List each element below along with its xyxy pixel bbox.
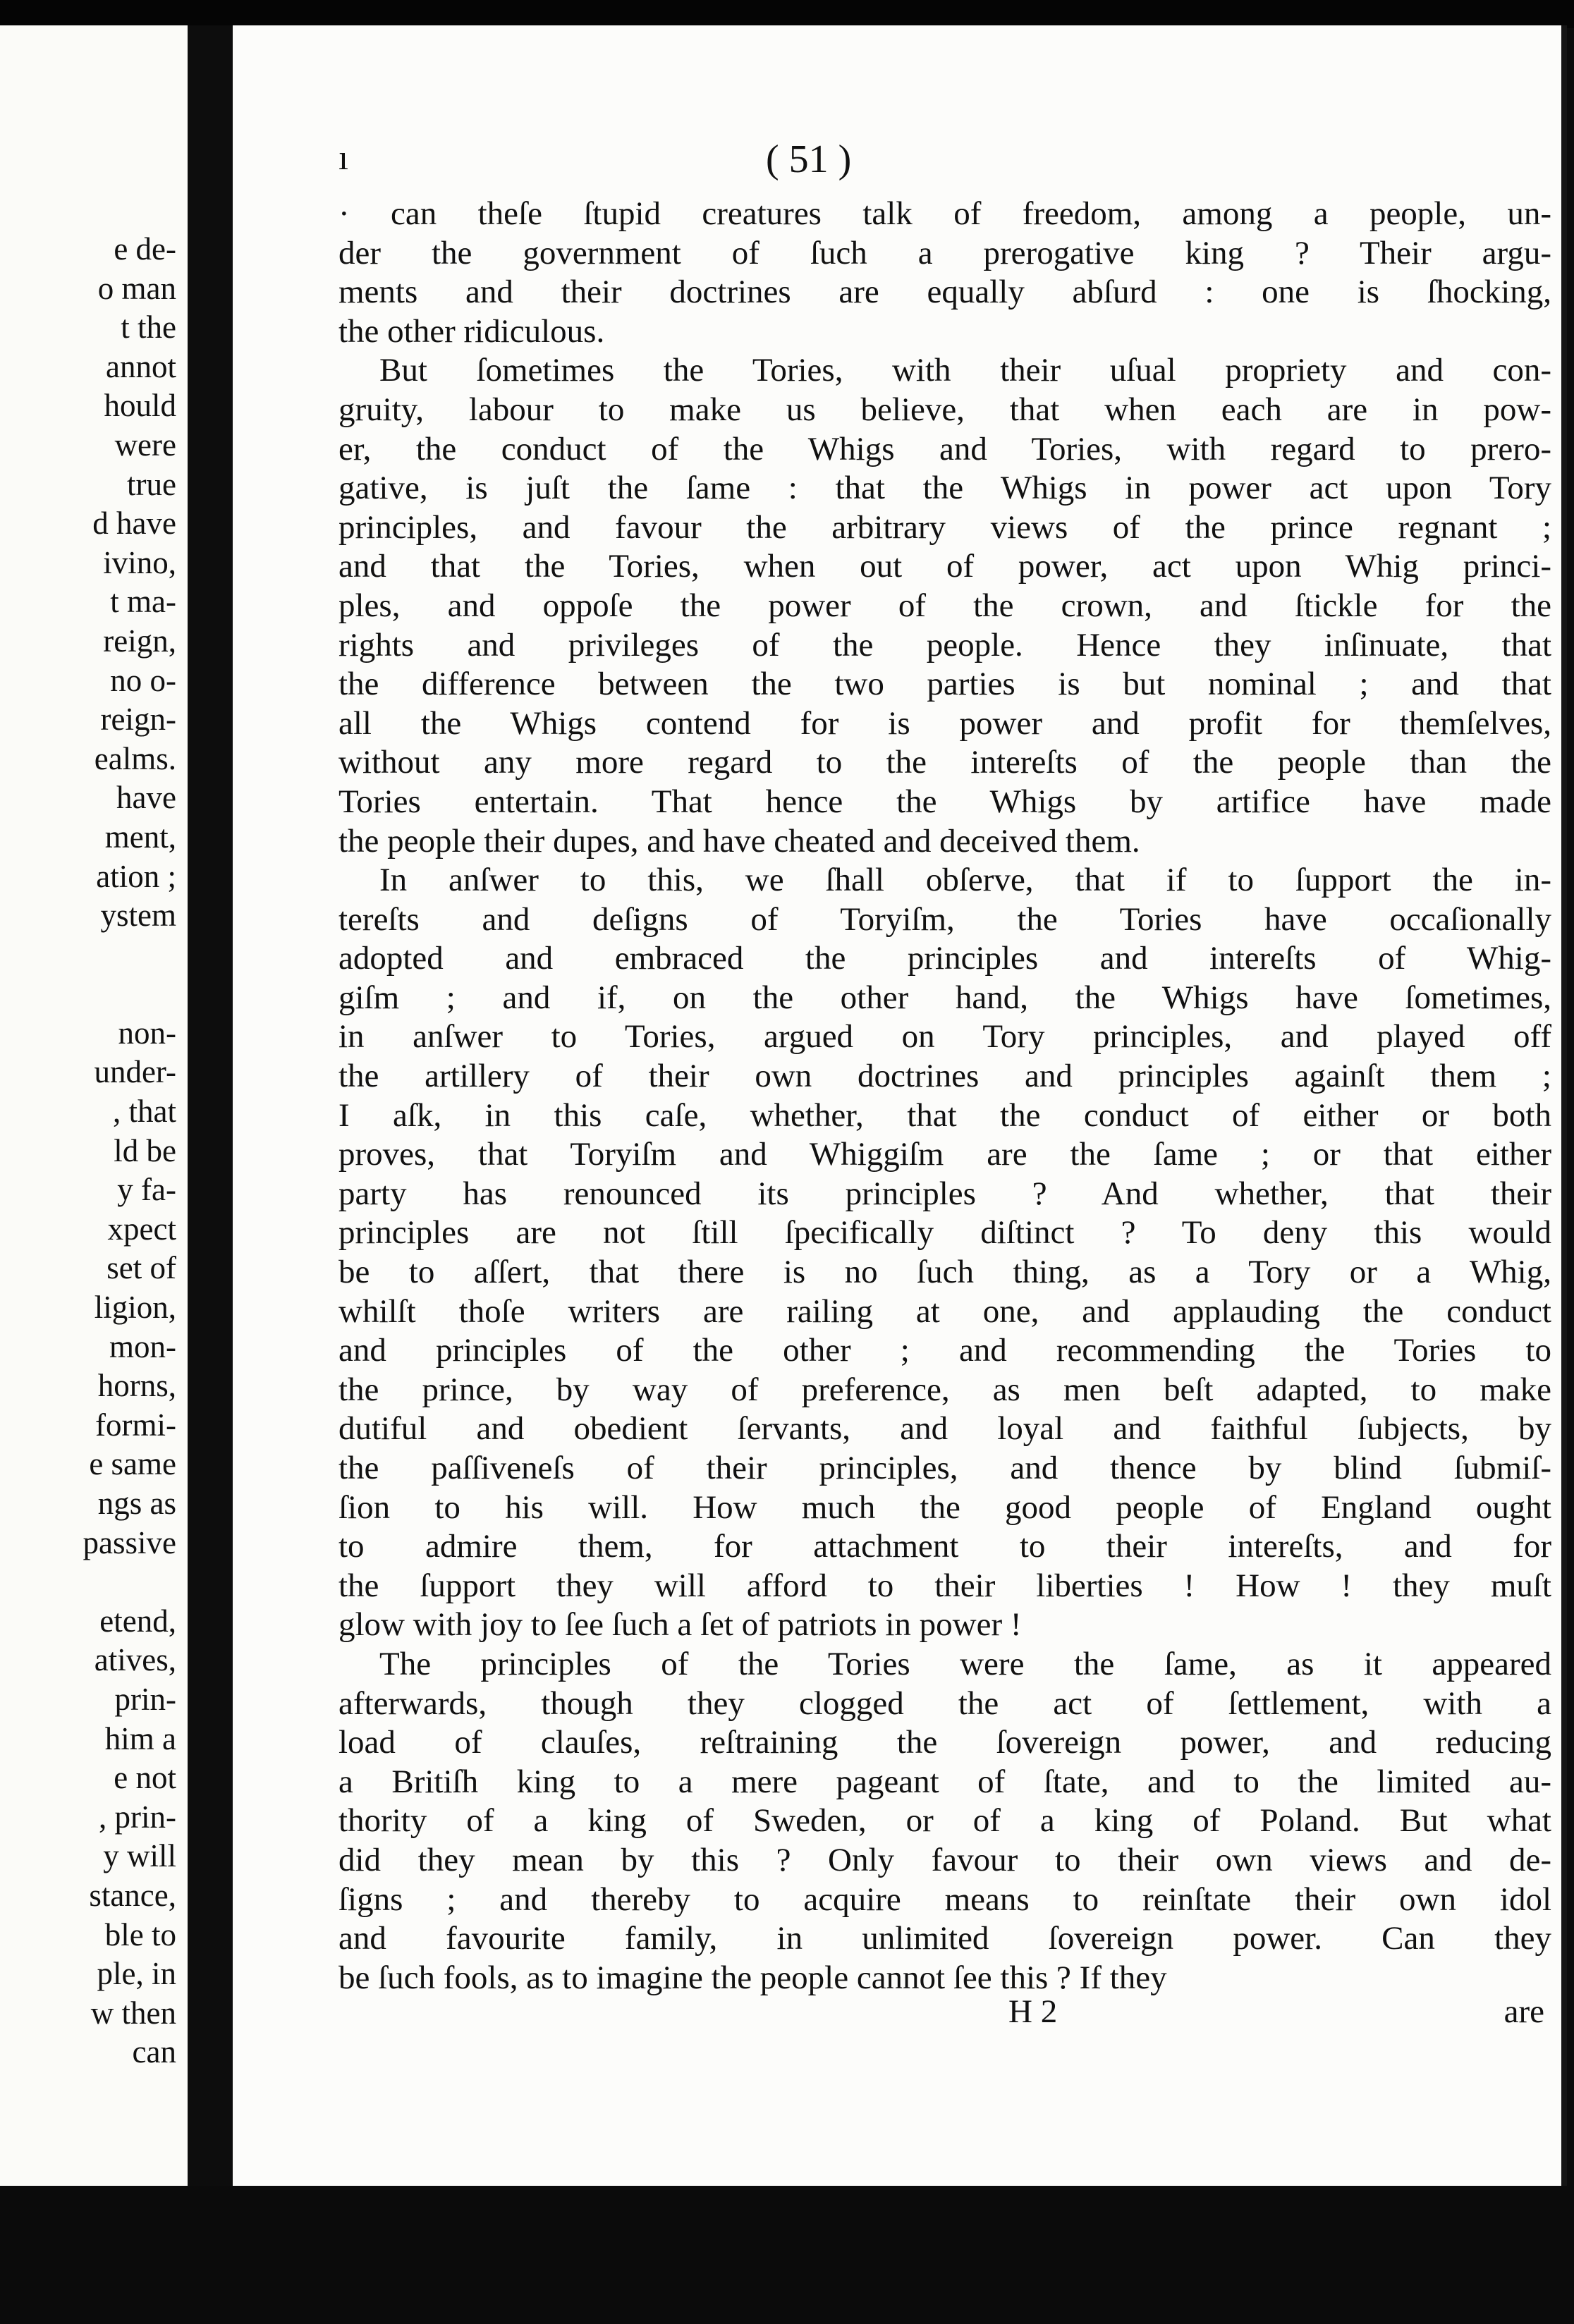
text-line: afterwards, though they clogged the act of ſettlement, with a bbox=[338, 1684, 1551, 1722]
left-fragment-line: him a bbox=[104, 1720, 176, 1756]
text-line: the difference between the two parties is but nominal ; and that bbox=[338, 666, 1551, 703]
margin-tick-mark: ı bbox=[338, 137, 348, 177]
book-gutter bbox=[188, 25, 233, 2197]
left-fragment-line: ation ; bbox=[96, 858, 176, 894]
left-fragment-line: w then bbox=[90, 1995, 176, 2031]
left-fragment-line: mon- bbox=[109, 1328, 176, 1364]
text-line: In anſwer to this, we ſhall obſerve, that if to ſupport the in- bbox=[379, 862, 1551, 899]
text-line: be to aſſert, that there is no ſuch thing, as a Tory or a Whig, bbox=[338, 1254, 1551, 1291]
left-fragment-line: xpect bbox=[107, 1211, 176, 1247]
text-line: the paſſiveneſs of their principles, and thence by blind ſubmiſ- bbox=[338, 1450, 1551, 1486]
left-page-text-fragments bbox=[0, 230, 176, 2072]
left-fragment-line: etend, bbox=[99, 1603, 176, 1639]
text-line: dutiful and obedient ſervants, and loyal and faithful ſubjects, by bbox=[338, 1410, 1551, 1448]
left-fragment-line: ld be bbox=[114, 1132, 176, 1168]
text-line: the other ridiculous. bbox=[338, 312, 605, 350]
right-page bbox=[233, 25, 1567, 2187]
text-line: gative, is juſt the ſame : that the Whigs in power act upon Tory bbox=[338, 470, 1551, 507]
left-fragment-line: atives, bbox=[94, 1642, 176, 1678]
text-line: principles are not ſtill ſpecifically diſtinct ? To deny this would bbox=[338, 1214, 1551, 1252]
left-fragment-line: have bbox=[108, 780, 176, 816]
text-line: whilſt thoſe writers are railing at one, and applauding the conduct bbox=[338, 1292, 1551, 1330]
left-fragment-line bbox=[0, 974, 176, 1014]
left-fragment-line: formi- bbox=[95, 1407, 176, 1443]
left-fragment-line: ligion, bbox=[94, 1290, 176, 1326]
left-fragment-line: reign, bbox=[103, 623, 176, 659]
text-line: ments and their doctrines are equally abſurd : one is ſhocking, bbox=[338, 274, 1551, 311]
text-line: and principles of the other ; and recommending the Tories to bbox=[338, 1332, 1551, 1369]
left-fragment-line: can bbox=[132, 2034, 176, 2070]
text-line: glow with joy to ſee ſuch a ſet of patriots in power ! bbox=[338, 1606, 1022, 1644]
left-fragment-line: horns, bbox=[97, 1368, 176, 1404]
text-line: and that the Tories, when out of power, act upon Whig princi- bbox=[338, 548, 1551, 585]
catchword: are bbox=[1503, 1993, 1544, 2030]
left-fragment-line: reign- bbox=[100, 702, 176, 738]
left-fragment-line bbox=[0, 936, 176, 975]
text-line: ſion to his will. How much the good people of England ought bbox=[338, 1488, 1551, 1526]
text-line: proves, that Toryiſm and Whiggiſm are the ſame ; or that either bbox=[338, 1136, 1551, 1173]
text-line: I aſk, in this caſe, whether, that the conduct of either or both bbox=[338, 1096, 1551, 1134]
left-fragment-line: stance, bbox=[89, 1877, 176, 1913]
text-line: a Britiſh king to a mere pageant of ſtate, and to the limited au- bbox=[338, 1763, 1551, 1800]
left-fragment-line: , that bbox=[113, 1094, 176, 1130]
text-line: thority of a king of Sweden, or of a king of Poland. But what bbox=[338, 1802, 1551, 1840]
text-line: to admire them, for attachment to their intereſts, and for bbox=[338, 1528, 1551, 1565]
scan-top-border bbox=[0, 0, 1574, 28]
left-fragment-line: no o- bbox=[102, 662, 176, 698]
left-fragment-line: were bbox=[106, 427, 176, 463]
text-line: er, the conduct of the Whigs and Tories, with regard to prero- bbox=[338, 430, 1551, 467]
text-line: Tories entertain. That hence the Whigs by artifice have made bbox=[338, 783, 1551, 820]
text-line: load of clauſes, reſtraining the ſovereign power, and reducing bbox=[338, 1724, 1551, 1761]
text-line: ples, and oppoſe the power of the crown, and ſtickle for the bbox=[338, 587, 1551, 624]
left-fragment-line: d have bbox=[92, 506, 176, 542]
left-fragment-line: e not bbox=[114, 1760, 176, 1796]
left-fragment-line: y will bbox=[103, 1838, 176, 1874]
left-fragment-line: ivino, bbox=[103, 544, 176, 580]
text-line: ſigns ; and thereby to acquire means to reinſtate their own idol bbox=[338, 1880, 1551, 1918]
body-text bbox=[338, 195, 1551, 1998]
left-fragment-line: prin- bbox=[106, 1681, 176, 1717]
text-line: rights and privileges of the people. Hence they inſinuate, that bbox=[338, 626, 1551, 663]
left-fragment-line: , prin- bbox=[99, 1799, 176, 1835]
text-line: the artillery of their own doctrines and principles againſt them ; bbox=[338, 1058, 1551, 1095]
left-fragment-line: true bbox=[118, 466, 176, 502]
text-line: party has renounced its principles ? And whether, that their bbox=[338, 1175, 1551, 1212]
signature-mark: H 2 bbox=[1008, 1993, 1058, 2030]
text-line: without any more regard to the intereſts of the people than the bbox=[338, 744, 1551, 781]
left-fragment-line: passive bbox=[83, 1524, 176, 1560]
text-line: · can theſe ſtupid creatures talk of freedom, among a people, un- bbox=[338, 195, 1551, 232]
left-fragment-line: t ma- bbox=[110, 584, 176, 620]
page-footer bbox=[338, 1993, 1544, 2042]
left-page-edge bbox=[0, 25, 192, 2197]
left-fragment-line: e same bbox=[89, 1446, 176, 1482]
text-line: But ſometimes the Tories, with their uſual propriety and con- bbox=[379, 352, 1551, 389]
page-header bbox=[233, 137, 1561, 186]
text-line: the people their dupes, and have cheated and deceived them. bbox=[338, 822, 1140, 860]
left-fragment-line: ple, in bbox=[97, 1956, 176, 1992]
text-line: The principles of the Tories were the ſame, as it appeared bbox=[379, 1645, 1551, 1682]
page-number: ( 51 ) bbox=[766, 137, 852, 181]
text-line: all the Whigs contend for is power and profit for themſelves, bbox=[338, 704, 1551, 742]
left-fragment-line: non- bbox=[110, 1015, 176, 1051]
text-line: giſm ; and if, on the other hand, the Whigs have ſometimes, bbox=[338, 979, 1551, 1016]
left-fragment-line: ment, bbox=[104, 819, 176, 855]
left-fragment-line: t the bbox=[121, 310, 176, 345]
left-fragment-line: ystem bbox=[100, 898, 176, 934]
text-line: the prince, by way of preference, as men beſt adapted, to make bbox=[338, 1371, 1551, 1408]
left-fragment-line: annot bbox=[106, 348, 176, 384]
text-line: gruity, labour to make us believe, that when each are in pow- bbox=[338, 391, 1551, 428]
text-line: be ſuch fools, as to imagine the people cannot ſee this ? If they bbox=[338, 1959, 1167, 1996]
left-fragment-line: o man bbox=[97, 270, 176, 306]
text-line: adopted and embraced the principles and intereſts of Whig- bbox=[338, 940, 1551, 977]
paragraph bbox=[338, 1645, 1551, 1998]
left-fragment-line: ealms. bbox=[94, 740, 176, 776]
scan-bottom-border bbox=[0, 2186, 1574, 2324]
left-fragment-line: set of bbox=[106, 1250, 176, 1286]
left-fragment-line bbox=[0, 1562, 176, 1602]
left-fragment-line: ble to bbox=[104, 1916, 176, 1952]
text-line: principles, and favour the arbitrary views of the prince regnant ; bbox=[338, 508, 1551, 546]
paragraph bbox=[338, 861, 1551, 1645]
text-line: in anſwer to Tories, argued on Tory principles, and played off bbox=[338, 1018, 1551, 1056]
paragraph bbox=[338, 351, 1551, 861]
text-line: the ſupport they will afford to their liberties ! How ! they muſt bbox=[338, 1567, 1551, 1604]
text-line: tereſts and deſigns of Toryiſm, the Tories have occaſionally bbox=[338, 900, 1551, 938]
text-line: der the government of ſuch a prerogative king ? Their argu- bbox=[338, 234, 1551, 271]
paragraph bbox=[338, 195, 1551, 351]
left-fragment-line: e de- bbox=[114, 231, 176, 267]
text-line: did they mean by this ? Only favour to their own views and de- bbox=[338, 1841, 1551, 1878]
left-fragment-line: y fa- bbox=[117, 1172, 176, 1208]
left-fragment-line: hould bbox=[104, 388, 176, 424]
left-fragment-line: ngs as bbox=[97, 1486, 176, 1521]
left-fragment-line: under- bbox=[94, 1054, 176, 1090]
text-line: and favourite family, in unlimited ſovereign power. Can they bbox=[338, 1920, 1551, 1957]
